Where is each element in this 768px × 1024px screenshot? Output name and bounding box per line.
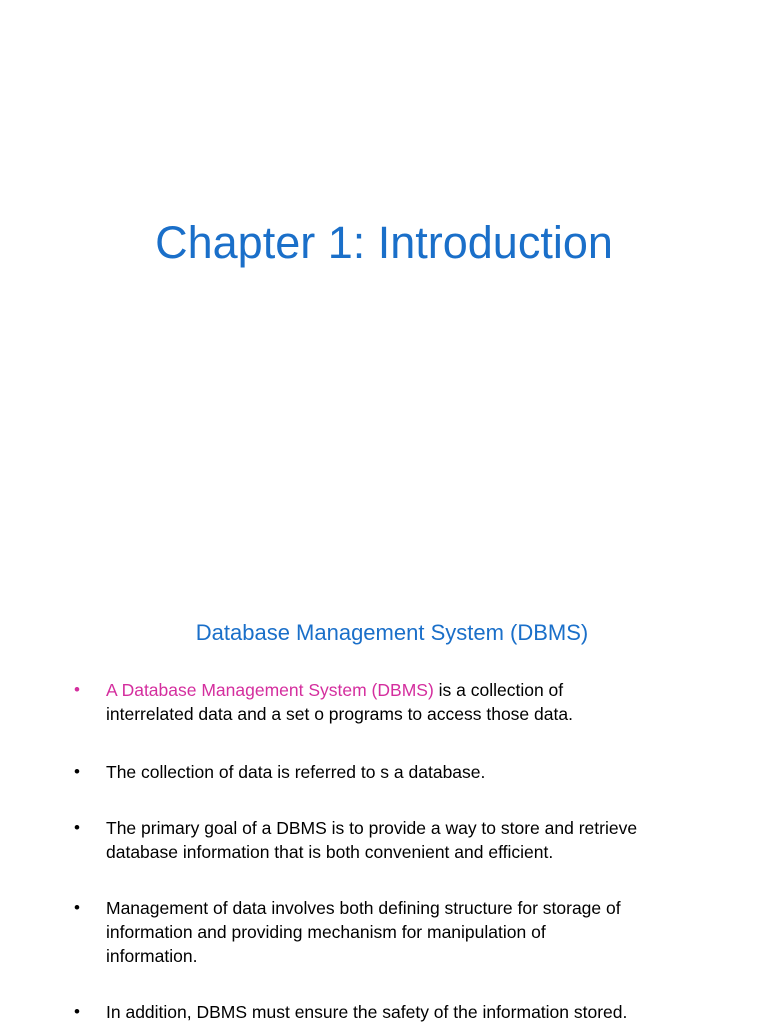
bullet-text: In addition, DBMS must ensure the safety of the information stored. bbox=[106, 1002, 628, 1022]
bullet-text: The primary goal of a DBMS is to provide a way to store and retrieve database information that is both convenient and efficient. bbox=[106, 818, 638, 862]
bullet-item-safety bbox=[74, 1000, 734, 1024]
chapter-title: Chapter 1: Introduction bbox=[155, 217, 613, 268]
bullet-text bbox=[106, 678, 734, 726]
bullet-marker: • bbox=[74, 680, 80, 699]
bullet-marker: • bbox=[74, 898, 80, 917]
bullet-item-dbms-definition bbox=[74, 678, 734, 726]
bullet-text: The collection of data is referred to s a database. bbox=[106, 762, 486, 782]
bullet-item-collection bbox=[74, 760, 734, 784]
bullet-text: Management of data involves both defining structure for storage of information and providing mechanism for manipulation of information. bbox=[106, 898, 621, 966]
bullet-marker: • bbox=[74, 818, 80, 837]
section-heading: Database Management System (DBMS) bbox=[195, 620, 589, 645]
bullet-text-rest: is a collection of interrelated data and a set o programs to access those data. bbox=[106, 680, 573, 724]
highlighted-term: A Database Management System (DBMS) bbox=[106, 680, 434, 700]
bullet-marker: • bbox=[74, 1002, 80, 1021]
bullet-marker: • bbox=[74, 762, 80, 781]
bullet-item-management bbox=[74, 896, 734, 968]
bullet-item-primary-goal bbox=[74, 816, 734, 864]
